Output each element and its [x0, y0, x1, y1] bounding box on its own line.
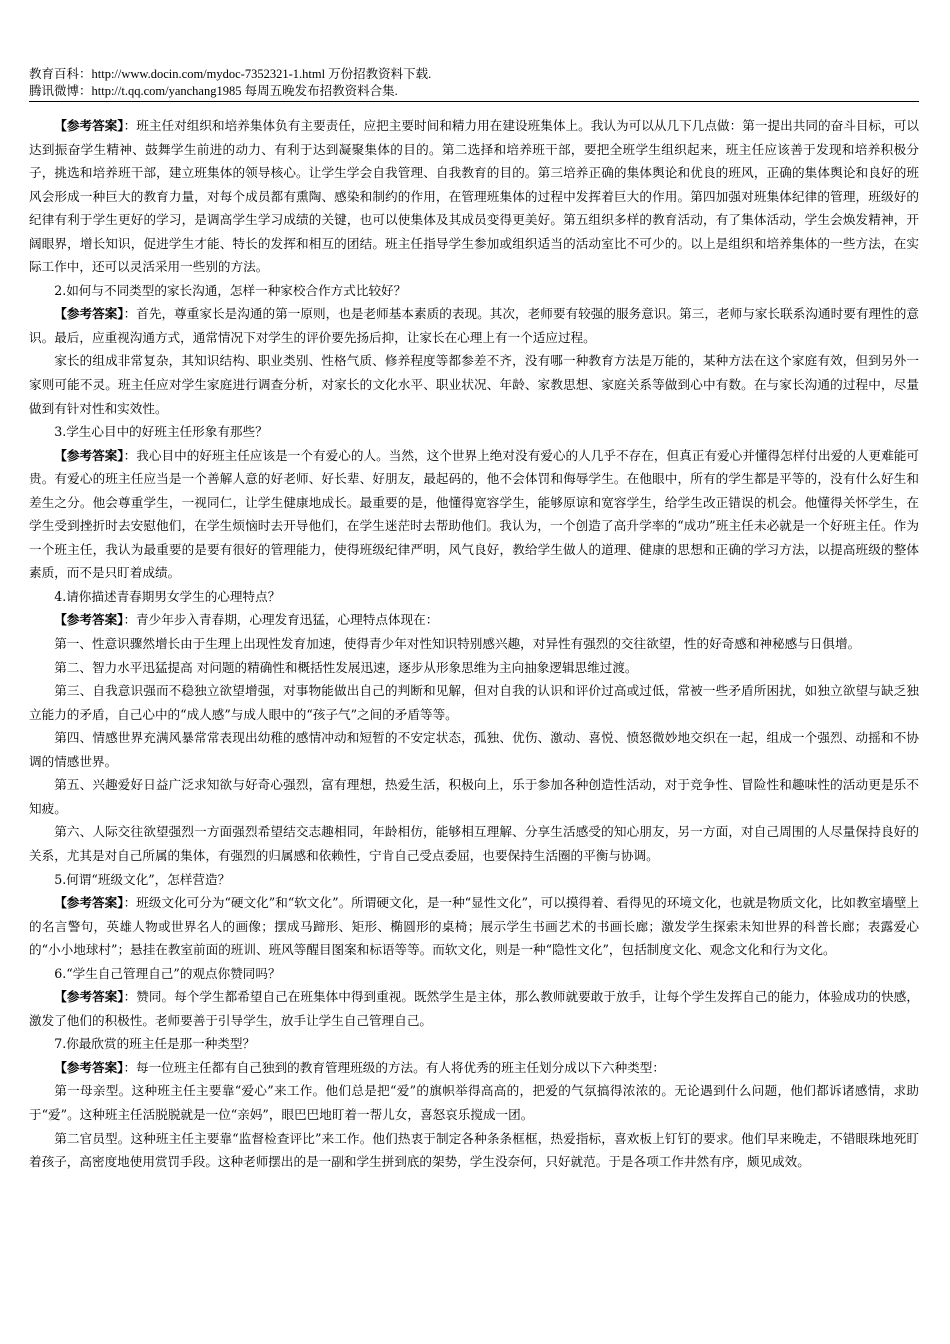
answer-label: 【参考答案】 — [54, 989, 124, 1005]
question-4: 4.请你描述青春期男女学生的心理特点？ — [54, 588, 281, 604]
answer-paragraph — [29, 444, 919, 585]
document-body — [29, 114, 919, 1174]
answer-text: ：班主任对组织和培养集体负有主要责任，应把主要时间和精力用在建设班集体上。我认为可以从几下几点做：第一提出共同的奋斗目标，可以达到振奋学生精神、鼓舞学生前进的动力、有利于达到凝聚集体的目的。第二选择和培养班干部，要把全班学生组织起来，班主任应该善于发现和培养积极分子，挑选和培养班干部，建立班集体的领导核心。让学生学会自我管理、自我教育的目的。第三培养正确的集体舆论和优良的班风，正确的集体舆论和良好的班风会形成一种巨大的教育力量，对每个成员都有熏陶、感染和制约的作用，在管理班集体的过程中发挥着巨大的作用。第四加强对班集体纪律的管理，班级好的纪律有利于学生更好的学习，是调高学生学习成绩的关键，也可以使集体及其成员变得更美好。第五组织多样的教育活动，有了集体活动，学生会焕发精神，开阔眼界，增长知识，促进学生才能、特长的发挥和相互的团结。班主任指导学生参加或组织适当的活动室比不可少的。以上是组织和培养集体的一些方法，在实际工作中，还可以灵活采用一些别的方法。 — [29, 118, 919, 275]
answer-label: 【参考答案】 — [54, 306, 124, 322]
body-paragraph: 第一母亲型。这种班主任主要靠“爱心”来工作。他们总是把“爱”的旗帜举得高高的，把爱的气氛搞得浓浓的。无论遇到什么问题，他们都诉诸感情，求助于“爱”。这种班主任活脱脱就是一位“亲妈”，眼巴巴地盯着一帮儿女，喜怒哀乐搅成一团。 — [29, 1083, 919, 1122]
question-3: 3.学生心目中的好班主任形象有那些？ — [54, 424, 268, 440]
answer-text: ：班级文化可分为“硬文化”和“软文化”。所谓硬文化，是一种“显性文化”，可以摸得着、看得见的环境文化，也就是物质文化，比如教室墙壁上的名言警句，英雄人物或世界名人的画像；摆成马蹄形、矩形、椭圆形的桌椅；展示学生书画艺术的书画长廊；激发学生探索未知世界的科普长廊；表露爱心的“小小地球村”；悬挂在教室前面的班训、班风等醒目图案和标语等等。而软文化，则是一种“隐性文化”，包括制度文化、观念文化和行为文化。 — [29, 895, 919, 958]
answer-paragraph — [29, 608, 919, 632]
answer-text: ：每一位班主任都有自己独到的教育管理班级的方法。有人将优秀的班主任划分成以下六种类型： — [123, 1059, 665, 1075]
answer-text: ：首先，尊重家长是沟通的第一原则，也是老师基本素质的表现。其次，老师要有较强的服务意识。第三，老师与家长联系沟通时要有理性的意识。最后，应重视沟通方式，通常情况下对学生的评价要先扬后抑，让家长在心理上有一个适应过程。 — [29, 306, 919, 345]
answer-text: ：赞同。每个学生都希望自己在班集体中得到重视。既然学生是主体，那么教师就要敢于放手，让每个学生发挥自己的能力，体验成功的快感，激发了他们的积极性。老师要善于引导学生，放手让学生自己管理自己。 — [29, 989, 919, 1028]
answer-paragraph — [29, 302, 919, 349]
question-2: 2.如何与不同类型的家长沟通，怎样一种家校合作方式比较好？ — [54, 282, 407, 298]
answer-paragraph — [29, 114, 919, 279]
question-6: 6.“学生自己管理自己”的观点你赞同吗？ — [54, 965, 281, 981]
answer-text: ：我心目中的好班主任应该是一个有爱心的人。当然，这个世界上绝对没有爱心的人几乎不存在，但真正有爱心并懂得怎样付出爱的人更难能可贵。有爱心的班主任应当是一个善解人意的好老师、好长辈、好朋友，最起码的，他不会体罚和侮辱学生。在他眼中，所有的学生都是平等的，没有什么好生和差生之分。他会尊重学生，一视同仁，让学生健康地成长。最重要的是，他懂得宽容学生，能够原谅和宽容学生，给学生改正错误的机会。他懂得关怀学生，在学生受到挫折时去安慰他们，在学生烦恼时去开导他们，在学生迷茫时去帮助他们。我认为，一个创造了高升学率的“成功”班主任未必就是一个好班主任。作为一个班主任，我认为最重要的是要有很好的管理能力，使得班级纪律严明，风气良好，教给学生做人的道理、健康的思想和正确的学习方法，以提高班级的整体素质，而不是只盯着成绩。 — [29, 447, 919, 581]
header-rule — [29, 101, 919, 102]
body-paragraph: 第五、兴趣爱好日益广泛求知欲与好奇心强烈，富有理想，热爱生活，积极向上，乐于参加各种创造性活动，对于竞争性、冒险性和趣味性的活动更是乐不知疲。 — [29, 777, 919, 816]
answer-paragraph — [29, 985, 919, 1032]
body-paragraph: 第四、情感世界充满风暴常常表现出幼稚的感情冲动和短暂的不安定状态，孤独、优伤、激动、喜悦、愤怒微妙地交织在一起，组成一个强烈、动摇和不协调的情感世界。 — [29, 730, 919, 769]
answer-paragraph — [29, 1056, 919, 1080]
answer-label: 【参考答案】 — [54, 612, 124, 628]
question-7: 7.你最欣赏的班主任是那一种类型？ — [54, 1036, 256, 1052]
page-header — [29, 66, 919, 100]
body-paragraph: 第二、智力水平迅猛提高 对问题的精确性和概括性发展迅速，逐步从形象思维为主向抽象逻辑思维过渡。 — [54, 659, 638, 675]
body-paragraph: 第二官员型。这种班主任主要靠“监督检查评比”来工作。他们热衷于制定各种条条框框，热爱指标，喜欢板上钉钉的要求。他们早来晚走，不错眼珠地死盯着孩子，高密度地使用赏罚手段。这种老师摆出的是一副和学生拼到底的架势，学生没奈何，只好就范。于是各项工作井然有序，颇见成效。 — [29, 1130, 919, 1170]
answer-label: 【参考答案】 — [54, 1059, 124, 1075]
question-5: 5.何谓“班级文化”，怎样营造？ — [54, 871, 231, 887]
body-paragraph: 第一、性意识骤然增长由于生理上出现性发育加速，使得青少年对性知识特别感兴趣，对异性有强烈的交往欲望，性的好奇感和神秘感与日俱增。 — [54, 636, 861, 652]
answer-label: 【参考答案】 — [54, 447, 124, 463]
body-paragraph: 第三、自我意识强而不稳独立欲望增强，对事物能做出自己的判断和见解，但对自我的认识和评价过高或过低，常被一些矛盾所困扰，如独立欲望与缺乏独立能力的矛盾，自己心中的“成人感”与成人眼中的“孩子气”之间的矛盾等等。 — [29, 683, 919, 722]
body-paragraph: 家长的组成非常复杂，其知识结构、职业类别、性格气质、修养程度等都参差不齐，没有哪一种教育方法是万能的，某种方法在这个家庭有效，但到另外一家则可能不灵。班主任应对学生家庭进行调查分析，对家长的文化水平、职业状况、年龄、家教思想、家庭关系等做到心中有数。在与家长沟通的过程中，尽量做到有针对性和实效性。 — [29, 353, 919, 416]
body-paragraph: 第六、人际交往欲望强烈一方面强烈希望结交志趣相同，年龄相仿，能够相互理解、分享生活感受的知心朋友，另一方面，对自己周围的人尽量保持良好的关系，尤其是对自己所属的集体，有强烈的归属感和依赖性，宁肯自己受点委屈，也要保持生活圈的平衡与协调。 — [29, 824, 919, 863]
answer-label: 【参考答案】 — [54, 118, 124, 133]
answer-label: 【参考答案】 — [54, 895, 124, 911]
header-line-docin: 教育百科：http://www.docin.com/mydoc-7352321-1.html 万份招教资料下载. — [29, 67, 432, 81]
header-line-weibo: 腾讯微博：http://t.qq.com/yanchang1985 每周五晚发布招教资料合集. — [29, 84, 398, 98]
answer-text: ：青少年步入青春期，心理发育迅猛，心理特点体现在： — [123, 612, 439, 628]
answer-paragraph — [29, 891, 919, 962]
